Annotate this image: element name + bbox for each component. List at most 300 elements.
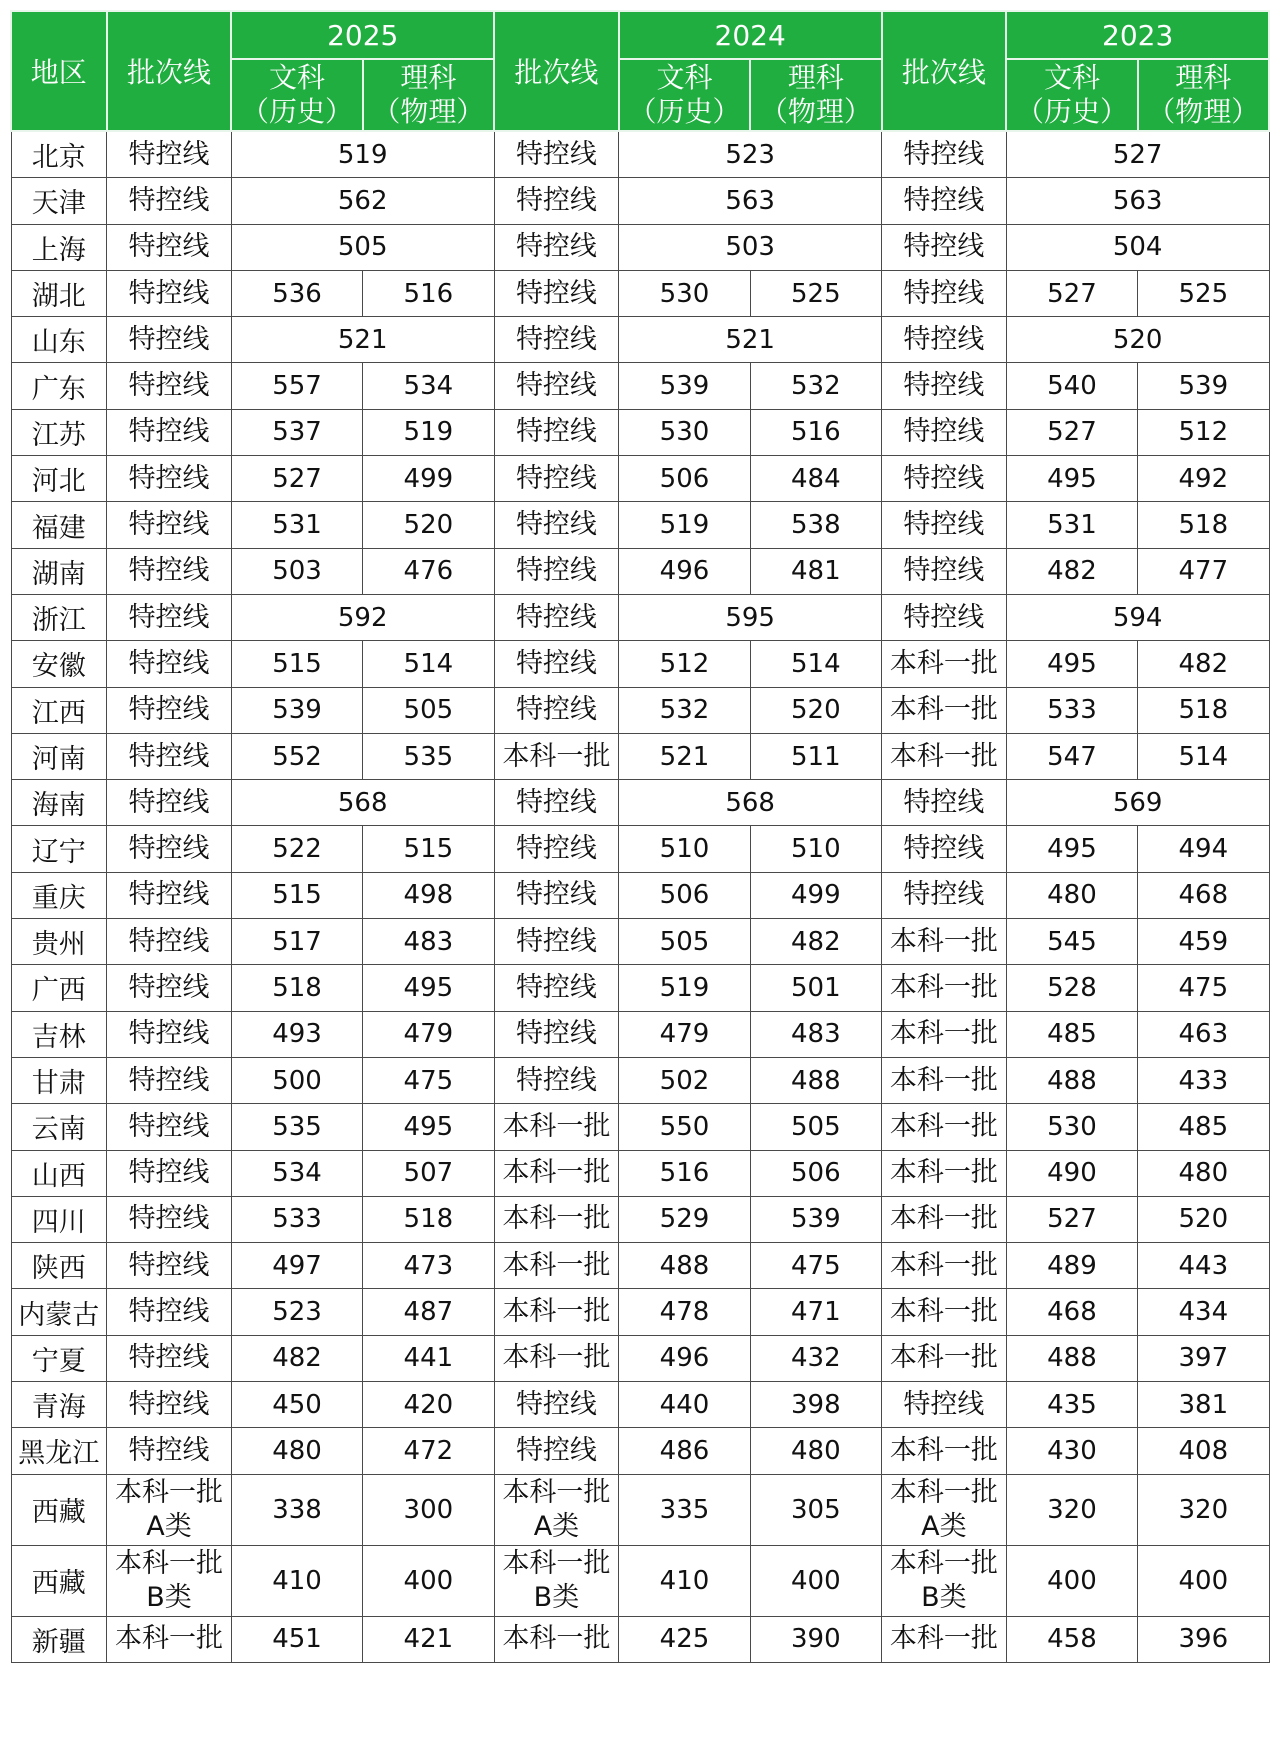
batch-label: 本科一批 xyxy=(114,1476,223,1508)
science-score-cell: 484 xyxy=(750,456,881,502)
batch-cell: 本科一批 xyxy=(494,733,619,779)
batch-cell: 特控线 xyxy=(107,456,232,502)
batch-label: 本科一批 xyxy=(502,1547,611,1579)
liberal-score-cell: 458 xyxy=(1006,1616,1137,1662)
liberal-score-cell: 500 xyxy=(231,1057,362,1103)
region-cell: 上海 xyxy=(11,224,107,270)
batch-cell: 特控线 xyxy=(882,178,1007,224)
liberal-score-cell: 550 xyxy=(619,1104,750,1150)
table-row xyxy=(11,1150,1269,1196)
header-liberal-2024 xyxy=(619,59,750,131)
science-score-cell: 516 xyxy=(363,270,494,316)
batch-cell: 本科一批 xyxy=(494,1243,619,1289)
liberal-score-cell: 482 xyxy=(1006,548,1137,594)
liberal-score-cell: 430 xyxy=(1006,1428,1137,1474)
header-batch-2025: 批次线 xyxy=(107,11,232,131)
batch-cell: 本科一批 xyxy=(494,1616,619,1662)
batch-label: 本科一批 xyxy=(889,1547,998,1579)
table-row xyxy=(11,919,1269,965)
science-score-cell: 534 xyxy=(363,363,494,409)
batch-cell: 特控线 xyxy=(107,1428,232,1474)
combined-score-cell: 505 xyxy=(231,224,494,270)
liberal-score-cell: 505 xyxy=(619,919,750,965)
batch-cell: 特控线 xyxy=(107,317,232,363)
table-row xyxy=(11,1335,1269,1381)
science-score-cell: 505 xyxy=(363,687,494,733)
table-row xyxy=(11,1011,1269,1057)
table-row xyxy=(11,131,1269,178)
batch-cell: 本科一批 xyxy=(494,1335,619,1381)
combined-score-cell: 563 xyxy=(1006,178,1269,224)
batch-cell xyxy=(494,1474,619,1545)
combined-score-cell: 521 xyxy=(231,317,494,363)
combined-score-cell: 592 xyxy=(231,594,494,640)
batch-cell: 特控线 xyxy=(494,224,619,270)
table-row xyxy=(11,687,1269,733)
batch-cell: 特控线 xyxy=(107,1057,232,1103)
liberal-score-cell: 519 xyxy=(619,965,750,1011)
table-row xyxy=(11,872,1269,918)
liberal-score-cell: 425 xyxy=(619,1616,750,1662)
region-cell: 甘肃 xyxy=(11,1057,107,1103)
liberal-score-cell: 478 xyxy=(619,1289,750,1335)
science-score-cell: 473 xyxy=(363,1243,494,1289)
batch-cell: 特控线 xyxy=(882,363,1007,409)
batch-cell: 特控线 xyxy=(107,548,232,594)
batch-cell: 特控线 xyxy=(494,1011,619,1057)
liberal-score-cell: 479 xyxy=(619,1011,750,1057)
liberal-score-cell: 533 xyxy=(1006,687,1137,733)
liberal-score-cell: 400 xyxy=(1006,1545,1137,1616)
science-score-cell: 507 xyxy=(363,1150,494,1196)
science-score-cell: 477 xyxy=(1138,548,1269,594)
science-score-cell: 535 xyxy=(363,733,494,779)
batch-cell: 特控线 xyxy=(107,1011,232,1057)
science-score-cell: 538 xyxy=(750,502,881,548)
science-score-cell: 532 xyxy=(750,363,881,409)
batch-cell: 特控线 xyxy=(494,270,619,316)
header-science-sub: （物理） xyxy=(372,95,485,128)
science-score-cell: 381 xyxy=(1138,1382,1269,1428)
combined-score-cell: 594 xyxy=(1006,594,1269,640)
batch-cell: 特控线 xyxy=(494,780,619,826)
liberal-score-cell: 320 xyxy=(1006,1474,1137,1545)
batch-cell xyxy=(107,1545,232,1616)
header-science-label: 理科 xyxy=(787,61,844,94)
liberal-score-cell: 557 xyxy=(231,363,362,409)
region-cell: 海南 xyxy=(11,780,107,826)
header-liberal-sub: （历史） xyxy=(1015,95,1128,128)
batch-cell: 特控线 xyxy=(107,594,232,640)
liberal-score-cell: 489 xyxy=(1006,1243,1137,1289)
batch-class-label: B类 xyxy=(533,1581,580,1613)
science-score-cell: 400 xyxy=(363,1545,494,1616)
table-row xyxy=(11,409,1269,455)
batch-cell: 本科一批 xyxy=(107,1616,232,1662)
liberal-score-cell: 488 xyxy=(619,1243,750,1289)
batch-class-label: B类 xyxy=(146,1581,192,1613)
combined-score-cell: 568 xyxy=(231,780,494,826)
table-row xyxy=(11,641,1269,687)
batch-cell: 本科一批 xyxy=(882,1104,1007,1150)
batch-cell: 特控线 xyxy=(107,1382,232,1428)
header-science-sub: （物理） xyxy=(1147,95,1260,128)
batch-class-label: B类 xyxy=(921,1581,967,1613)
liberal-score-cell: 435 xyxy=(1006,1382,1137,1428)
batch-cell: 特控线 xyxy=(494,317,619,363)
batch-cell: 特控线 xyxy=(882,872,1007,918)
science-score-cell: 506 xyxy=(750,1150,881,1196)
region-cell: 湖南 xyxy=(11,548,107,594)
header-region: 地区 xyxy=(11,11,107,131)
region-cell: 广西 xyxy=(11,965,107,1011)
science-score-cell: 483 xyxy=(750,1011,881,1057)
liberal-score-cell: 552 xyxy=(231,733,362,779)
table-row xyxy=(11,1243,1269,1289)
science-score-cell: 472 xyxy=(363,1428,494,1474)
liberal-score-cell: 496 xyxy=(619,548,750,594)
science-score-cell: 525 xyxy=(750,270,881,316)
science-score-cell: 482 xyxy=(750,919,881,965)
science-score-cell: 434 xyxy=(1138,1289,1269,1335)
science-score-cell: 520 xyxy=(750,687,881,733)
liberal-score-cell: 527 xyxy=(1006,409,1137,455)
region-cell: 福建 xyxy=(11,502,107,548)
science-score-cell: 499 xyxy=(363,456,494,502)
header-science-label: 理科 xyxy=(1175,61,1232,94)
batch-cell: 本科一批 xyxy=(882,965,1007,1011)
science-score-cell: 518 xyxy=(1138,687,1269,733)
table-row xyxy=(11,502,1269,548)
science-score-cell: 516 xyxy=(750,409,881,455)
science-score-cell: 488 xyxy=(750,1057,881,1103)
batch-cell: 特控线 xyxy=(882,826,1007,872)
batch-cell: 特控线 xyxy=(107,965,232,1011)
header-batch-2023: 批次线 xyxy=(882,11,1007,131)
region-cell: 河北 xyxy=(11,456,107,502)
liberal-score-cell: 523 xyxy=(231,1289,362,1335)
batch-cell: 特控线 xyxy=(882,224,1007,270)
science-score-cell: 495 xyxy=(363,965,494,1011)
header-liberal-label: 文科 xyxy=(656,61,713,94)
liberal-score-cell: 495 xyxy=(1006,456,1137,502)
batch-cell: 特控线 xyxy=(882,409,1007,455)
liberal-score-cell: 528 xyxy=(1006,965,1137,1011)
batch-cell: 特控线 xyxy=(494,1382,619,1428)
batch-cell: 特控线 xyxy=(107,641,232,687)
batch-cell xyxy=(882,1545,1007,1616)
liberal-score-cell: 496 xyxy=(619,1335,750,1381)
science-score-cell: 520 xyxy=(363,502,494,548)
batch-cell: 特控线 xyxy=(882,594,1007,640)
batch-cell xyxy=(107,1474,232,1545)
liberal-score-cell: 480 xyxy=(231,1428,362,1474)
table-row xyxy=(11,1545,1269,1616)
table-body xyxy=(11,131,1269,1662)
liberal-score-cell: 338 xyxy=(231,1474,362,1545)
liberal-score-cell: 515 xyxy=(231,872,362,918)
batch-cell: 特控线 xyxy=(882,780,1007,826)
region-cell: 贵州 xyxy=(11,919,107,965)
science-score-cell: 494 xyxy=(1138,826,1269,872)
table-row xyxy=(11,1057,1269,1103)
batch-label: 本科一批 xyxy=(889,1476,998,1508)
science-score-cell: 518 xyxy=(363,1196,494,1242)
liberal-score-cell: 490 xyxy=(1006,1150,1137,1196)
header-year-2024: 2024 xyxy=(619,11,882,59)
region-cell: 山西 xyxy=(11,1150,107,1196)
science-score-cell: 400 xyxy=(750,1545,881,1616)
batch-class-label: A类 xyxy=(921,1510,967,1542)
science-score-cell: 498 xyxy=(363,872,494,918)
region-cell: 陕西 xyxy=(11,1243,107,1289)
batch-cell: 特控线 xyxy=(107,919,232,965)
batch-cell: 特控线 xyxy=(494,502,619,548)
batch-cell: 特控线 xyxy=(494,131,619,178)
batch-cell: 特控线 xyxy=(107,178,232,224)
liberal-score-cell: 512 xyxy=(619,641,750,687)
table-row xyxy=(11,363,1269,409)
batch-cell: 特控线 xyxy=(107,1243,232,1289)
liberal-score-cell: 495 xyxy=(1006,641,1137,687)
science-score-cell: 305 xyxy=(750,1474,881,1545)
liberal-score-cell: 482 xyxy=(231,1335,362,1381)
science-score-cell: 400 xyxy=(1138,1545,1269,1616)
region-cell: 山东 xyxy=(11,317,107,363)
region-cell: 内蒙古 xyxy=(11,1289,107,1335)
liberal-score-cell: 522 xyxy=(231,826,362,872)
region-cell: 四川 xyxy=(11,1196,107,1242)
liberal-score-cell: 488 xyxy=(1006,1335,1137,1381)
science-score-cell: 483 xyxy=(363,919,494,965)
region-cell: 广东 xyxy=(11,363,107,409)
region-cell: 天津 xyxy=(11,178,107,224)
science-score-cell: 432 xyxy=(750,1335,881,1381)
header-science-2023 xyxy=(1138,59,1269,131)
science-score-cell: 390 xyxy=(750,1616,881,1662)
science-score-cell: 492 xyxy=(1138,456,1269,502)
header-liberal-2025 xyxy=(231,59,362,131)
liberal-score-cell: 516 xyxy=(619,1150,750,1196)
science-score-cell: 501 xyxy=(750,965,881,1011)
liberal-score-cell: 486 xyxy=(619,1428,750,1474)
batch-cell: 特控线 xyxy=(107,1150,232,1196)
liberal-score-cell: 534 xyxy=(231,1150,362,1196)
batch-cell: 特控线 xyxy=(107,131,232,178)
region-cell: 青海 xyxy=(11,1382,107,1428)
combined-score-cell: 563 xyxy=(619,178,882,224)
batch-cell: 本科一批 xyxy=(494,1150,619,1196)
liberal-score-cell: 527 xyxy=(1006,270,1137,316)
liberal-score-cell: 410 xyxy=(619,1545,750,1616)
header-liberal-sub: （历史） xyxy=(241,95,354,128)
liberal-score-cell: 545 xyxy=(1006,919,1137,965)
liberal-score-cell: 468 xyxy=(1006,1289,1137,1335)
science-score-cell: 499 xyxy=(750,872,881,918)
science-score-cell: 300 xyxy=(363,1474,494,1545)
science-score-cell: 485 xyxy=(1138,1104,1269,1150)
combined-score-cell: 523 xyxy=(619,131,882,178)
table-row xyxy=(11,1616,1269,1662)
liberal-score-cell: 536 xyxy=(231,270,362,316)
batch-cell: 特控线 xyxy=(107,687,232,733)
batch-cell: 本科一批 xyxy=(882,687,1007,733)
science-score-cell: 443 xyxy=(1138,1243,1269,1289)
table-row xyxy=(11,965,1269,1011)
liberal-score-cell: 451 xyxy=(231,1616,362,1662)
liberal-score-cell: 503 xyxy=(231,548,362,594)
batch-cell: 特控线 xyxy=(494,409,619,455)
region-cell: 河南 xyxy=(11,733,107,779)
liberal-score-cell: 547 xyxy=(1006,733,1137,779)
combined-score-cell: 519 xyxy=(231,131,494,178)
liberal-score-cell: 529 xyxy=(619,1196,750,1242)
region-cell: 吉林 xyxy=(11,1011,107,1057)
liberal-score-cell: 530 xyxy=(1006,1104,1137,1150)
batch-cell: 本科一批 xyxy=(882,1616,1007,1662)
batch-cell: 本科一批 xyxy=(882,1150,1007,1196)
batch-cell: 本科一批 xyxy=(882,1243,1007,1289)
liberal-score-cell: 531 xyxy=(1006,502,1137,548)
science-score-cell: 482 xyxy=(1138,641,1269,687)
batch-cell: 特控线 xyxy=(107,224,232,270)
batch-cell: 特控线 xyxy=(107,1196,232,1242)
region-cell: 浙江 xyxy=(11,594,107,640)
batch-cell: 特控线 xyxy=(494,594,619,640)
batch-cell: 本科一批 xyxy=(494,1289,619,1335)
science-score-cell: 511 xyxy=(750,733,881,779)
liberal-score-cell: 530 xyxy=(619,270,750,316)
science-score-cell: 441 xyxy=(363,1335,494,1381)
batch-cell: 本科一批 xyxy=(494,1104,619,1150)
batch-cell: 本科一批 xyxy=(882,1196,1007,1242)
region-cell: 北京 xyxy=(11,131,107,178)
batch-cell: 特控线 xyxy=(107,780,232,826)
table-row xyxy=(11,1474,1269,1545)
batch-cell: 特控线 xyxy=(107,1335,232,1381)
table-row xyxy=(11,826,1269,872)
combined-score-cell: 568 xyxy=(619,780,882,826)
science-score-cell: 510 xyxy=(750,826,881,872)
liberal-score-cell: 531 xyxy=(231,502,362,548)
science-score-cell: 525 xyxy=(1138,270,1269,316)
region-cell: 江西 xyxy=(11,687,107,733)
batch-cell: 特控线 xyxy=(882,131,1007,178)
batch-cell: 本科一批 xyxy=(882,1428,1007,1474)
batch-cell: 本科一批 xyxy=(882,1057,1007,1103)
combined-score-cell: 503 xyxy=(619,224,882,270)
science-score-cell: 475 xyxy=(1138,965,1269,1011)
science-score-cell: 398 xyxy=(750,1382,881,1428)
liberal-score-cell: 527 xyxy=(231,456,362,502)
batch-cell: 特控线 xyxy=(494,872,619,918)
combined-score-cell: 562 xyxy=(231,178,494,224)
region-cell: 西藏 xyxy=(11,1474,107,1545)
batch-cell: 特控线 xyxy=(882,502,1007,548)
region-cell: 云南 xyxy=(11,1104,107,1150)
science-score-cell: 421 xyxy=(363,1616,494,1662)
region-cell: 辽宁 xyxy=(11,826,107,872)
table-row xyxy=(11,224,1269,270)
batch-cell: 特控线 xyxy=(494,965,619,1011)
region-cell: 西藏 xyxy=(11,1545,107,1616)
batch-cell: 特控线 xyxy=(107,409,232,455)
batch-cell: 本科一批 xyxy=(882,641,1007,687)
science-score-cell: 463 xyxy=(1138,1011,1269,1057)
combined-score-cell: 595 xyxy=(619,594,882,640)
science-score-cell: 514 xyxy=(363,641,494,687)
liberal-score-cell: 335 xyxy=(619,1474,750,1545)
liberal-score-cell: 440 xyxy=(619,1382,750,1428)
science-score-cell: 475 xyxy=(363,1057,494,1103)
header-science-sub: （物理） xyxy=(759,95,872,128)
science-score-cell: 519 xyxy=(363,409,494,455)
science-score-cell: 487 xyxy=(363,1289,494,1335)
header-year-2023: 2023 xyxy=(1006,11,1269,59)
science-score-cell: 420 xyxy=(363,1382,494,1428)
batch-cell: 本科一批 xyxy=(882,1011,1007,1057)
science-score-cell: 320 xyxy=(1138,1474,1269,1545)
science-score-cell: 518 xyxy=(1138,502,1269,548)
batch-cell: 特控线 xyxy=(107,502,232,548)
header-science-label: 理科 xyxy=(400,61,457,94)
batch-cell: 特控线 xyxy=(494,178,619,224)
science-score-cell: 479 xyxy=(363,1011,494,1057)
score-table xyxy=(10,10,1270,1663)
table-header xyxy=(11,11,1269,131)
table-row xyxy=(11,1289,1269,1335)
batch-cell: 特控线 xyxy=(494,919,619,965)
header-liberal-label: 文科 xyxy=(1043,61,1100,94)
liberal-score-cell: 527 xyxy=(1006,1196,1137,1242)
header-science-2025 xyxy=(363,59,494,131)
header-liberal-label: 文科 xyxy=(269,61,326,94)
table-row xyxy=(11,1104,1269,1150)
liberal-score-cell: 480 xyxy=(1006,872,1137,918)
table-row xyxy=(11,178,1269,224)
science-score-cell: 471 xyxy=(750,1289,881,1335)
table-row xyxy=(11,594,1269,640)
batch-cell: 本科一批 xyxy=(882,733,1007,779)
liberal-score-cell: 506 xyxy=(619,872,750,918)
batch-cell: 特控线 xyxy=(882,270,1007,316)
batch-cell: 本科一批 xyxy=(494,1196,619,1242)
liberal-score-cell: 535 xyxy=(231,1104,362,1150)
liberal-score-cell: 493 xyxy=(231,1011,362,1057)
science-score-cell: 480 xyxy=(1138,1150,1269,1196)
science-score-cell: 539 xyxy=(1138,363,1269,409)
liberal-score-cell: 497 xyxy=(231,1243,362,1289)
science-score-cell: 480 xyxy=(750,1428,881,1474)
batch-cell: 特控线 xyxy=(107,1104,232,1150)
liberal-score-cell: 539 xyxy=(231,687,362,733)
liberal-score-cell: 515 xyxy=(231,641,362,687)
science-score-cell: 495 xyxy=(363,1104,494,1150)
science-score-cell: 459 xyxy=(1138,919,1269,965)
liberal-score-cell: 485 xyxy=(1006,1011,1137,1057)
batch-cell: 特控线 xyxy=(882,317,1007,363)
batch-cell: 特控线 xyxy=(882,548,1007,594)
combined-score-cell: 521 xyxy=(619,317,882,363)
batch-cell: 特控线 xyxy=(494,456,619,502)
table-row xyxy=(11,270,1269,316)
region-cell: 安徽 xyxy=(11,641,107,687)
liberal-score-cell: 510 xyxy=(619,826,750,872)
batch-cell: 本科一批 xyxy=(882,1289,1007,1335)
region-cell: 江苏 xyxy=(11,409,107,455)
batch-class-label: A类 xyxy=(146,1510,192,1542)
batch-cell: 本科一批 xyxy=(882,919,1007,965)
